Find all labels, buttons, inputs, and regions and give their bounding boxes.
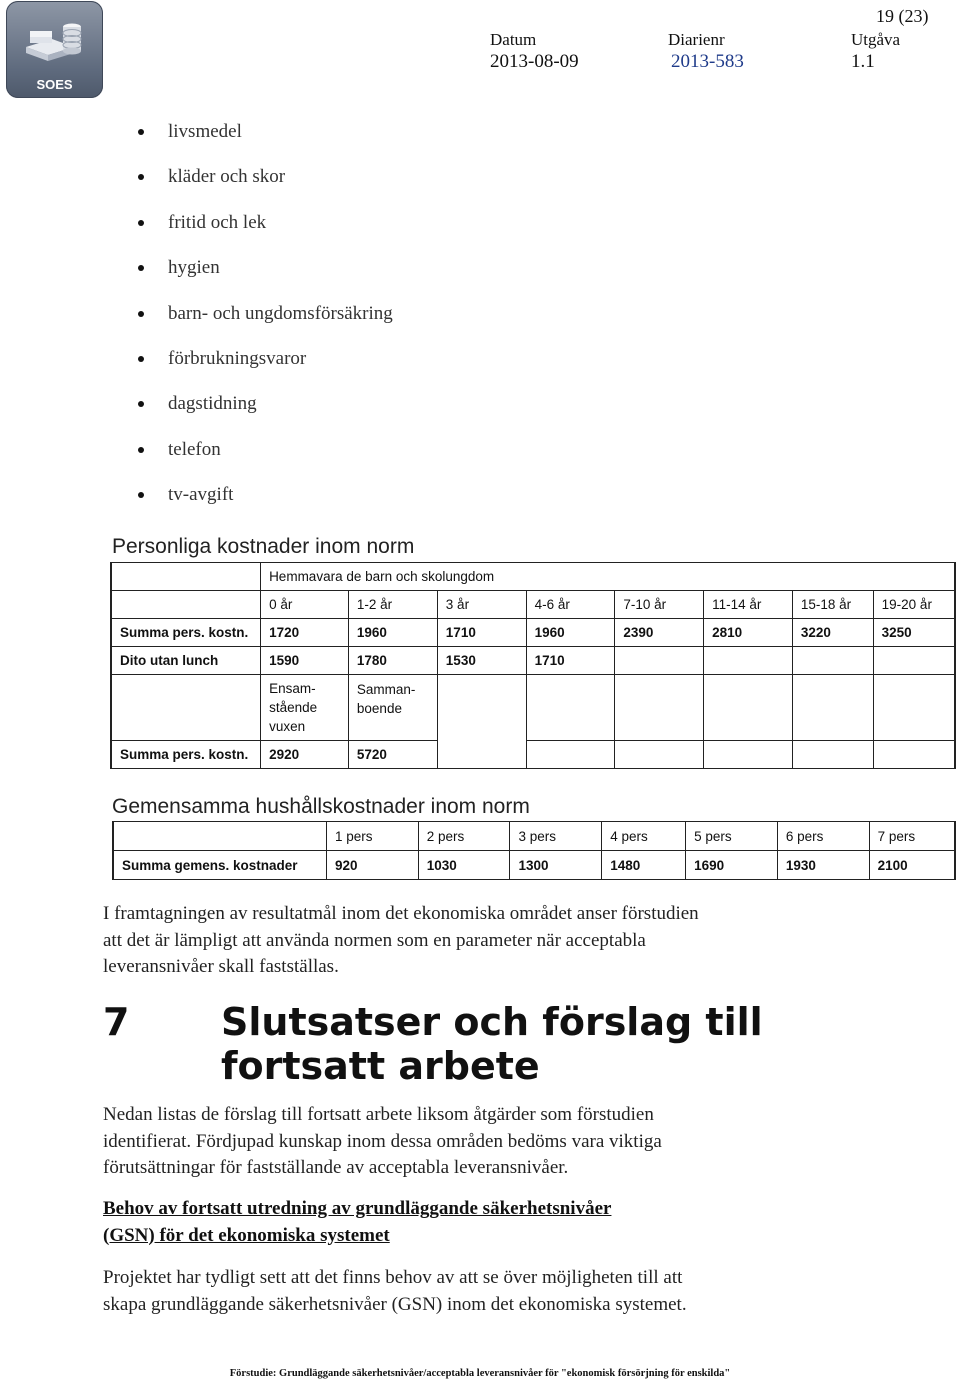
paragraph-norm: I framtagningen av resultatmål inom det ekonomiska området anser förstudien att det är lämpligt att använda normen som en parameter när acceptabla leveransnivåer skall fastställas. (103, 903, 699, 977)
age-header: 4-6 år (526, 591, 615, 619)
datum-label: Datum (490, 30, 537, 49)
cell: 3220 (792, 619, 873, 647)
age-header: 15-18 år (792, 591, 873, 619)
table-row (111, 647, 955, 675)
row-label: Summa pers. kostn. (111, 741, 261, 769)
cell: 1590 (261, 647, 349, 675)
page-footer: Förstudie: Grundläggande säkerhetsnivåer/acceptabla leveransnivåer för "ekonomisk försörjning för enskilda" (229, 1368, 731, 1379)
cost-items-list (138, 117, 393, 526)
utgava-label: Utgåva (851, 30, 901, 49)
cell: 1530 (437, 647, 526, 675)
cell: 1960 (348, 619, 437, 647)
logo-text: SOES (36, 77, 73, 92)
personal-costs-heading: Personliga kostnader inom norm (112, 535, 415, 558)
list-item: telefon (138, 435, 393, 480)
table-row (111, 591, 955, 619)
paragraph-gsn: Projektet har tydligt sett att det finns behov av att se över möjligheten till att skapa grundläggande säkerhetsnivåer (GSN) inom det ekonomiska systemet. (103, 1267, 687, 1315)
adult-header-single: Ensam- stående vuxen (261, 675, 349, 741)
table-row (113, 822, 955, 851)
age-header: 0 år (261, 591, 349, 619)
cell: 2390 (615, 619, 704, 647)
cell: 1710 (526, 647, 615, 675)
row-label: Dito utan lunch (111, 647, 261, 675)
persons-header: 4 pers (602, 822, 686, 851)
list-item: hygien (138, 253, 393, 298)
persons-header: 1 pers (326, 822, 418, 851)
persons-header: 2 pers (418, 822, 510, 851)
household-costs-heading: Gemensamma hushållskostnader inom norm (112, 795, 530, 818)
diarienr-label: Diarienr (668, 30, 725, 49)
table-row (111, 563, 955, 591)
cell: 920 (326, 851, 418, 880)
list-item: förbrukningsvaror (138, 344, 393, 389)
age-header: 1-2 år (348, 591, 437, 619)
cell: 1480 (602, 851, 686, 880)
utgava-value: 1.1 (851, 51, 875, 72)
persons-header: 7 pers (869, 822, 955, 851)
adult-header-cohabiting: Samman- boende (348, 675, 437, 741)
persons-header: 5 pers (686, 822, 778, 851)
chapter-title: Slutsatser och förslag till fortsatt arbete (221, 1000, 763, 1088)
age-header: 7-10 år (615, 591, 704, 619)
age-header: 11-14 år (704, 591, 793, 619)
table-row (111, 619, 955, 647)
row-label: Summa pers. kostn. (111, 619, 261, 647)
list-item: livsmedel (138, 117, 393, 162)
table-row (111, 675, 955, 741)
cell: 2100 (869, 851, 955, 880)
cell: 2920 (261, 741, 349, 769)
cell: 1710 (437, 619, 526, 647)
paragraph-intro: Nedan listas de förslag till fortsatt arbete liksom åtgärder som förstudien identifierat. Fördjupad kunskap inom dessa områden bedöms vara viktiga förutsättningar för fastställande av acceptabla leveransnivåer. (103, 1104, 662, 1178)
datum-value: 2013-08-09 (490, 51, 579, 72)
diarienr-value: 2013-583 (671, 51, 744, 72)
list-item: dagstidning (138, 389, 393, 434)
row-label: Summa gemens. kostnader (113, 851, 326, 880)
household-costs-table (112, 821, 956, 880)
cell: 1930 (777, 851, 869, 880)
cell: 2810 (704, 619, 793, 647)
group-header-cell: Hemmavara de barn och skolungdom (261, 563, 955, 591)
personal-costs-table (110, 562, 956, 769)
cell: 3250 (873, 619, 955, 647)
cell: 5720 (348, 741, 437, 769)
page-number: 19 (23) (876, 6, 929, 26)
persons-header: 6 pers (777, 822, 869, 851)
cell: 1690 (686, 851, 778, 880)
list-item: fritid och lek (138, 208, 393, 253)
gsn-subheading: Behov av fortsatt utredning av grundläggande säkerhetsnivåer (GSN) för det ekonomiska systemet (103, 1198, 612, 1246)
persons-header: 3 pers (510, 822, 602, 851)
table-row (113, 851, 955, 880)
soes-logo (6, 1, 103, 98)
age-header: 3 år (437, 591, 526, 619)
cell: 1780 (348, 647, 437, 675)
cell: 1300 (510, 851, 602, 880)
cell: 1030 (418, 851, 510, 880)
chapter-number: 7 (103, 1000, 130, 1044)
cell: 1960 (526, 619, 615, 647)
list-item: barn- och ungdomsförsäkring (138, 299, 393, 344)
cell: 1720 (261, 619, 349, 647)
table-row (111, 741, 955, 769)
coins-stack-icon (22, 17, 88, 73)
age-header: 19-20 år (873, 591, 955, 619)
list-item: tv-avgift (138, 480, 393, 525)
list-item: kläder och skor (138, 162, 393, 207)
